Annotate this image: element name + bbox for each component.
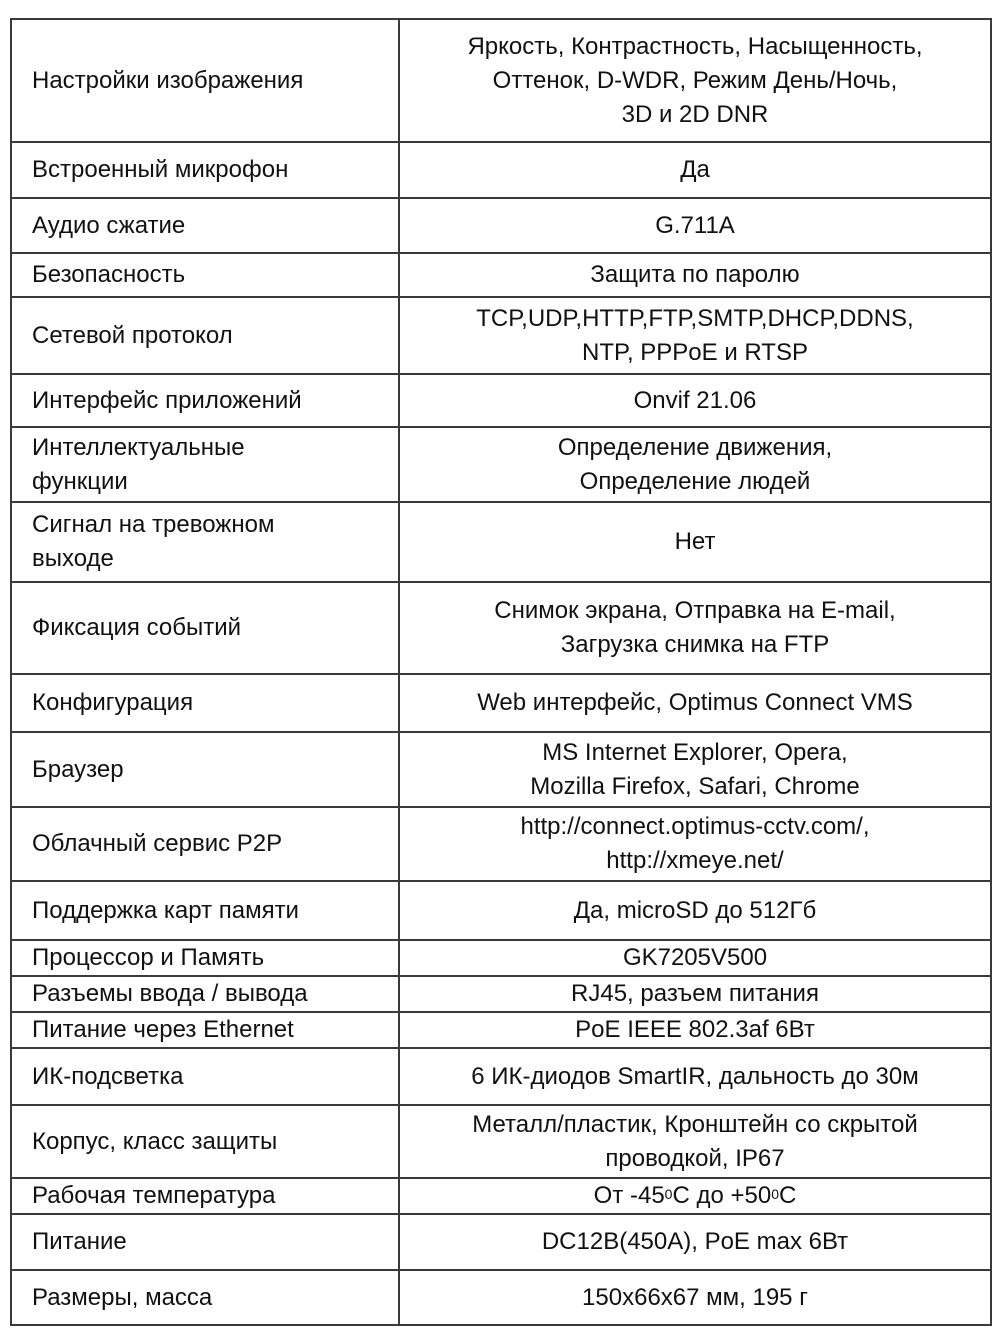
spec-label: Питание xyxy=(11,1214,399,1270)
spec-value: G.711A xyxy=(399,198,991,253)
temp-text: С xyxy=(779,1182,797,1209)
table-row xyxy=(11,374,991,427)
spec-label: Питание через Ethernet xyxy=(11,1012,399,1048)
spec-value: Да, microSD до 512Гб xyxy=(399,881,991,940)
spec-value: Снимок экрана, Отправка на E-mail, Загрузка снимка на FTP xyxy=(399,582,991,674)
spec-label: Размеры, масса xyxy=(11,1270,399,1325)
table-row xyxy=(11,19,991,142)
degree-superscript: 0 xyxy=(664,1186,673,1202)
spec-label: Рабочая температура xyxy=(11,1178,399,1214)
spec-value: GK7205V500 xyxy=(399,940,991,976)
table-row xyxy=(11,1105,991,1178)
spec-value: 6 ИК-диодов SmartIR, дальность до 30м xyxy=(399,1048,991,1105)
temp-text: От -45 xyxy=(593,1182,665,1209)
spec-label: Сигнал на тревожном выходе xyxy=(11,502,399,582)
table-row xyxy=(11,732,991,807)
spec-label: Облачный сервис P2P xyxy=(11,807,399,881)
table-row xyxy=(11,881,991,940)
table-row xyxy=(11,1012,991,1048)
spec-label: Корпус, класс защиты xyxy=(11,1105,399,1178)
spec-value: Яркость, Контрастность, Насыщенность, Оттенок, D-WDR, Режим День/Ночь, 3D и 2D DNR xyxy=(399,19,991,142)
table-row xyxy=(11,502,991,582)
spec-label: Встроенный микрофон xyxy=(11,142,399,198)
table-row xyxy=(11,253,991,297)
spec-label: Интерфейс приложений xyxy=(11,374,399,427)
spec-value: Да xyxy=(399,142,991,198)
spec-label: ИК-подсветка xyxy=(11,1048,399,1105)
spec-label: Процессор и Память xyxy=(11,940,399,976)
spec-value: 150х66х67 мм, 195 г xyxy=(399,1270,991,1325)
degree-superscript: 0 xyxy=(771,1186,779,1202)
spec-label: Настройки изображения xyxy=(11,19,399,142)
spec-label: Аудио сжатие xyxy=(11,198,399,253)
spec-label: Сетевой протокол xyxy=(11,297,399,374)
spec-label: Разъемы ввода / вывода xyxy=(11,976,399,1012)
spec-label: Конфигурация xyxy=(11,674,399,732)
table-row xyxy=(11,940,991,976)
temp-text: С до +50 xyxy=(672,1182,772,1209)
table-row xyxy=(11,674,991,732)
spec-label: Фиксация событий xyxy=(11,582,399,674)
spec-value: Нет xyxy=(399,502,991,582)
table-row xyxy=(11,1214,991,1270)
spec-table xyxy=(10,18,992,1326)
spec-value: DC12В(450А), PoE max 6Вт xyxy=(399,1214,991,1270)
spec-value: RJ45, разъем питания xyxy=(399,976,991,1012)
spec-label: Браузер xyxy=(11,732,399,807)
table-row xyxy=(11,198,991,253)
spec-value: Web интерфейс, Optimus Connect VMS xyxy=(399,674,991,732)
table-row xyxy=(11,142,991,198)
spec-value: Защита по паролю xyxy=(399,253,991,297)
table-row xyxy=(11,1178,991,1214)
spec-value: Определение движения, Определение людей xyxy=(399,427,991,502)
table-row xyxy=(11,582,991,674)
table-row xyxy=(11,427,991,502)
table-row xyxy=(11,807,991,881)
table-row xyxy=(11,1048,991,1105)
spec-label: Поддержка карт памяти xyxy=(11,881,399,940)
table-row xyxy=(11,976,991,1012)
spec-value xyxy=(399,1178,991,1214)
spec-value: Onvif 21.06 xyxy=(399,374,991,427)
spec-value: TCP,UDP,HTTP,FTP,SMTP,DHCP,DDNS, NTP, PPPoE и RTSP xyxy=(399,297,991,374)
spec-label: Безопасность xyxy=(11,253,399,297)
table-row xyxy=(11,297,991,374)
spec-value: Металл/пластик, Кронштейн со скрытой проводкой, IP67 xyxy=(399,1105,991,1178)
spec-value: http://connect.optimus-cctv.com/, http://xmeye.net/ xyxy=(399,807,991,881)
spec-value: MS Internet Explorer, Opera, Mozilla Firefox, Safari, Chrome xyxy=(399,732,991,807)
table-row xyxy=(11,1270,991,1325)
spec-value: PoE IEEE 802.3af 6Вт xyxy=(399,1012,991,1048)
spec-label: Интеллектуальные функции xyxy=(11,427,399,502)
